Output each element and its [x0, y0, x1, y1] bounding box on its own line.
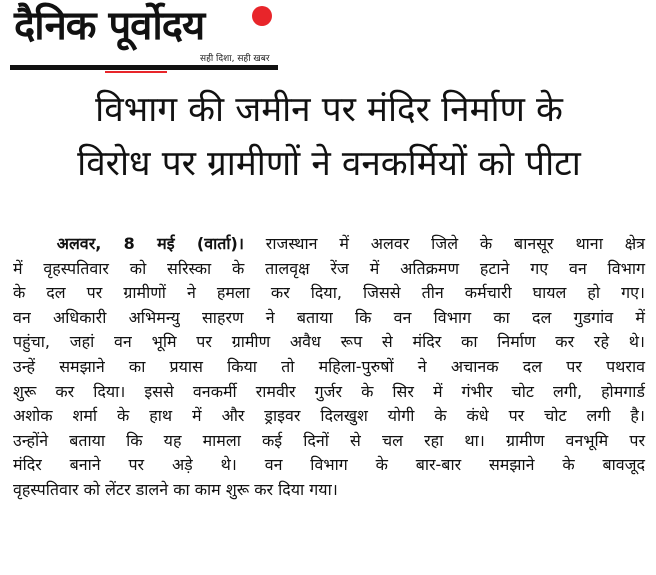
article-line-8: अशोक शर्मा के हाथ में और ड्राइवर दिलखुश योगी के कंधे पर चोट लगी है।	[13, 406, 645, 426]
article-dateline: अलवर, 8 मई (वार्ता)।	[56, 234, 244, 253]
article-headline	[14, 83, 644, 191]
article-line-10: मंदिर बनाने पर अड़े थे। वन विभाग के बार-बार समझाने के बावजूद	[13, 455, 645, 475]
headline-line-2: विरोध पर ग्रामीणों ने वनकर्मियों को पीटा	[77, 144, 581, 184]
article-line-3: के दल पर ग्रामीणों ने हमला कर दिया, जिससे तीन कर्मचारी घायल हो गए।	[13, 283, 645, 303]
article-line-2: में वृहस्पतिवार को सरिस्का के तालवृक्ष रेंज में अतिक्रमण हटाने गए वन विभाग	[13, 258, 645, 278]
article-line-1-text: राजस्थान में अलवर जिले के बानसूर थाना क्षेत्र	[265, 234, 646, 253]
article-body	[13, 232, 645, 503]
masthead-tagline: सही दिशा, सही खबर	[200, 54, 270, 64]
article-line-11: वृहस्पतिवार को लेंटर डालने का काम शुरू कर दिया गया।	[13, 479, 338, 499]
article-line-9: उन्होंने बताया कि यह मामला कई दिनों से चल रहा था। ग्रामीण वनभूमि पर	[13, 430, 645, 450]
newspaper-logo: दैनिक पूर्वोदय	[14, 3, 205, 49]
headline-line-1: विभाग की जमीन पर मंदिर निर्माण के	[95, 90, 563, 130]
article-line-5: पहुंचा, जहां वन भूमि पर ग्रामीण अवैध रूप से मंदिर का निर्माण कर रहे थे।	[13, 332, 645, 352]
masthead-accent-rule	[105, 71, 167, 73]
article-line-1	[13, 232, 645, 257]
article-line-4: वन अधिकारी अभिमन्यु साहरण ने बताया कि वन विभाग का दल गुडगांव में	[13, 307, 645, 327]
masthead	[0, 0, 656, 74]
masthead-rule	[10, 65, 278, 70]
article-line-6: उन्हें समझाने का प्रयास किया तो महिला-पुरुषों ने अचानक दल पर पथराव	[13, 356, 645, 376]
logo-red-dot	[252, 6, 272, 26]
article-line-7: शुरू कर दिया। इससे वनकर्मी रामवीर गुर्जर के सिर में गंभीर चोट लगी, होमगार्ड	[13, 381, 645, 401]
